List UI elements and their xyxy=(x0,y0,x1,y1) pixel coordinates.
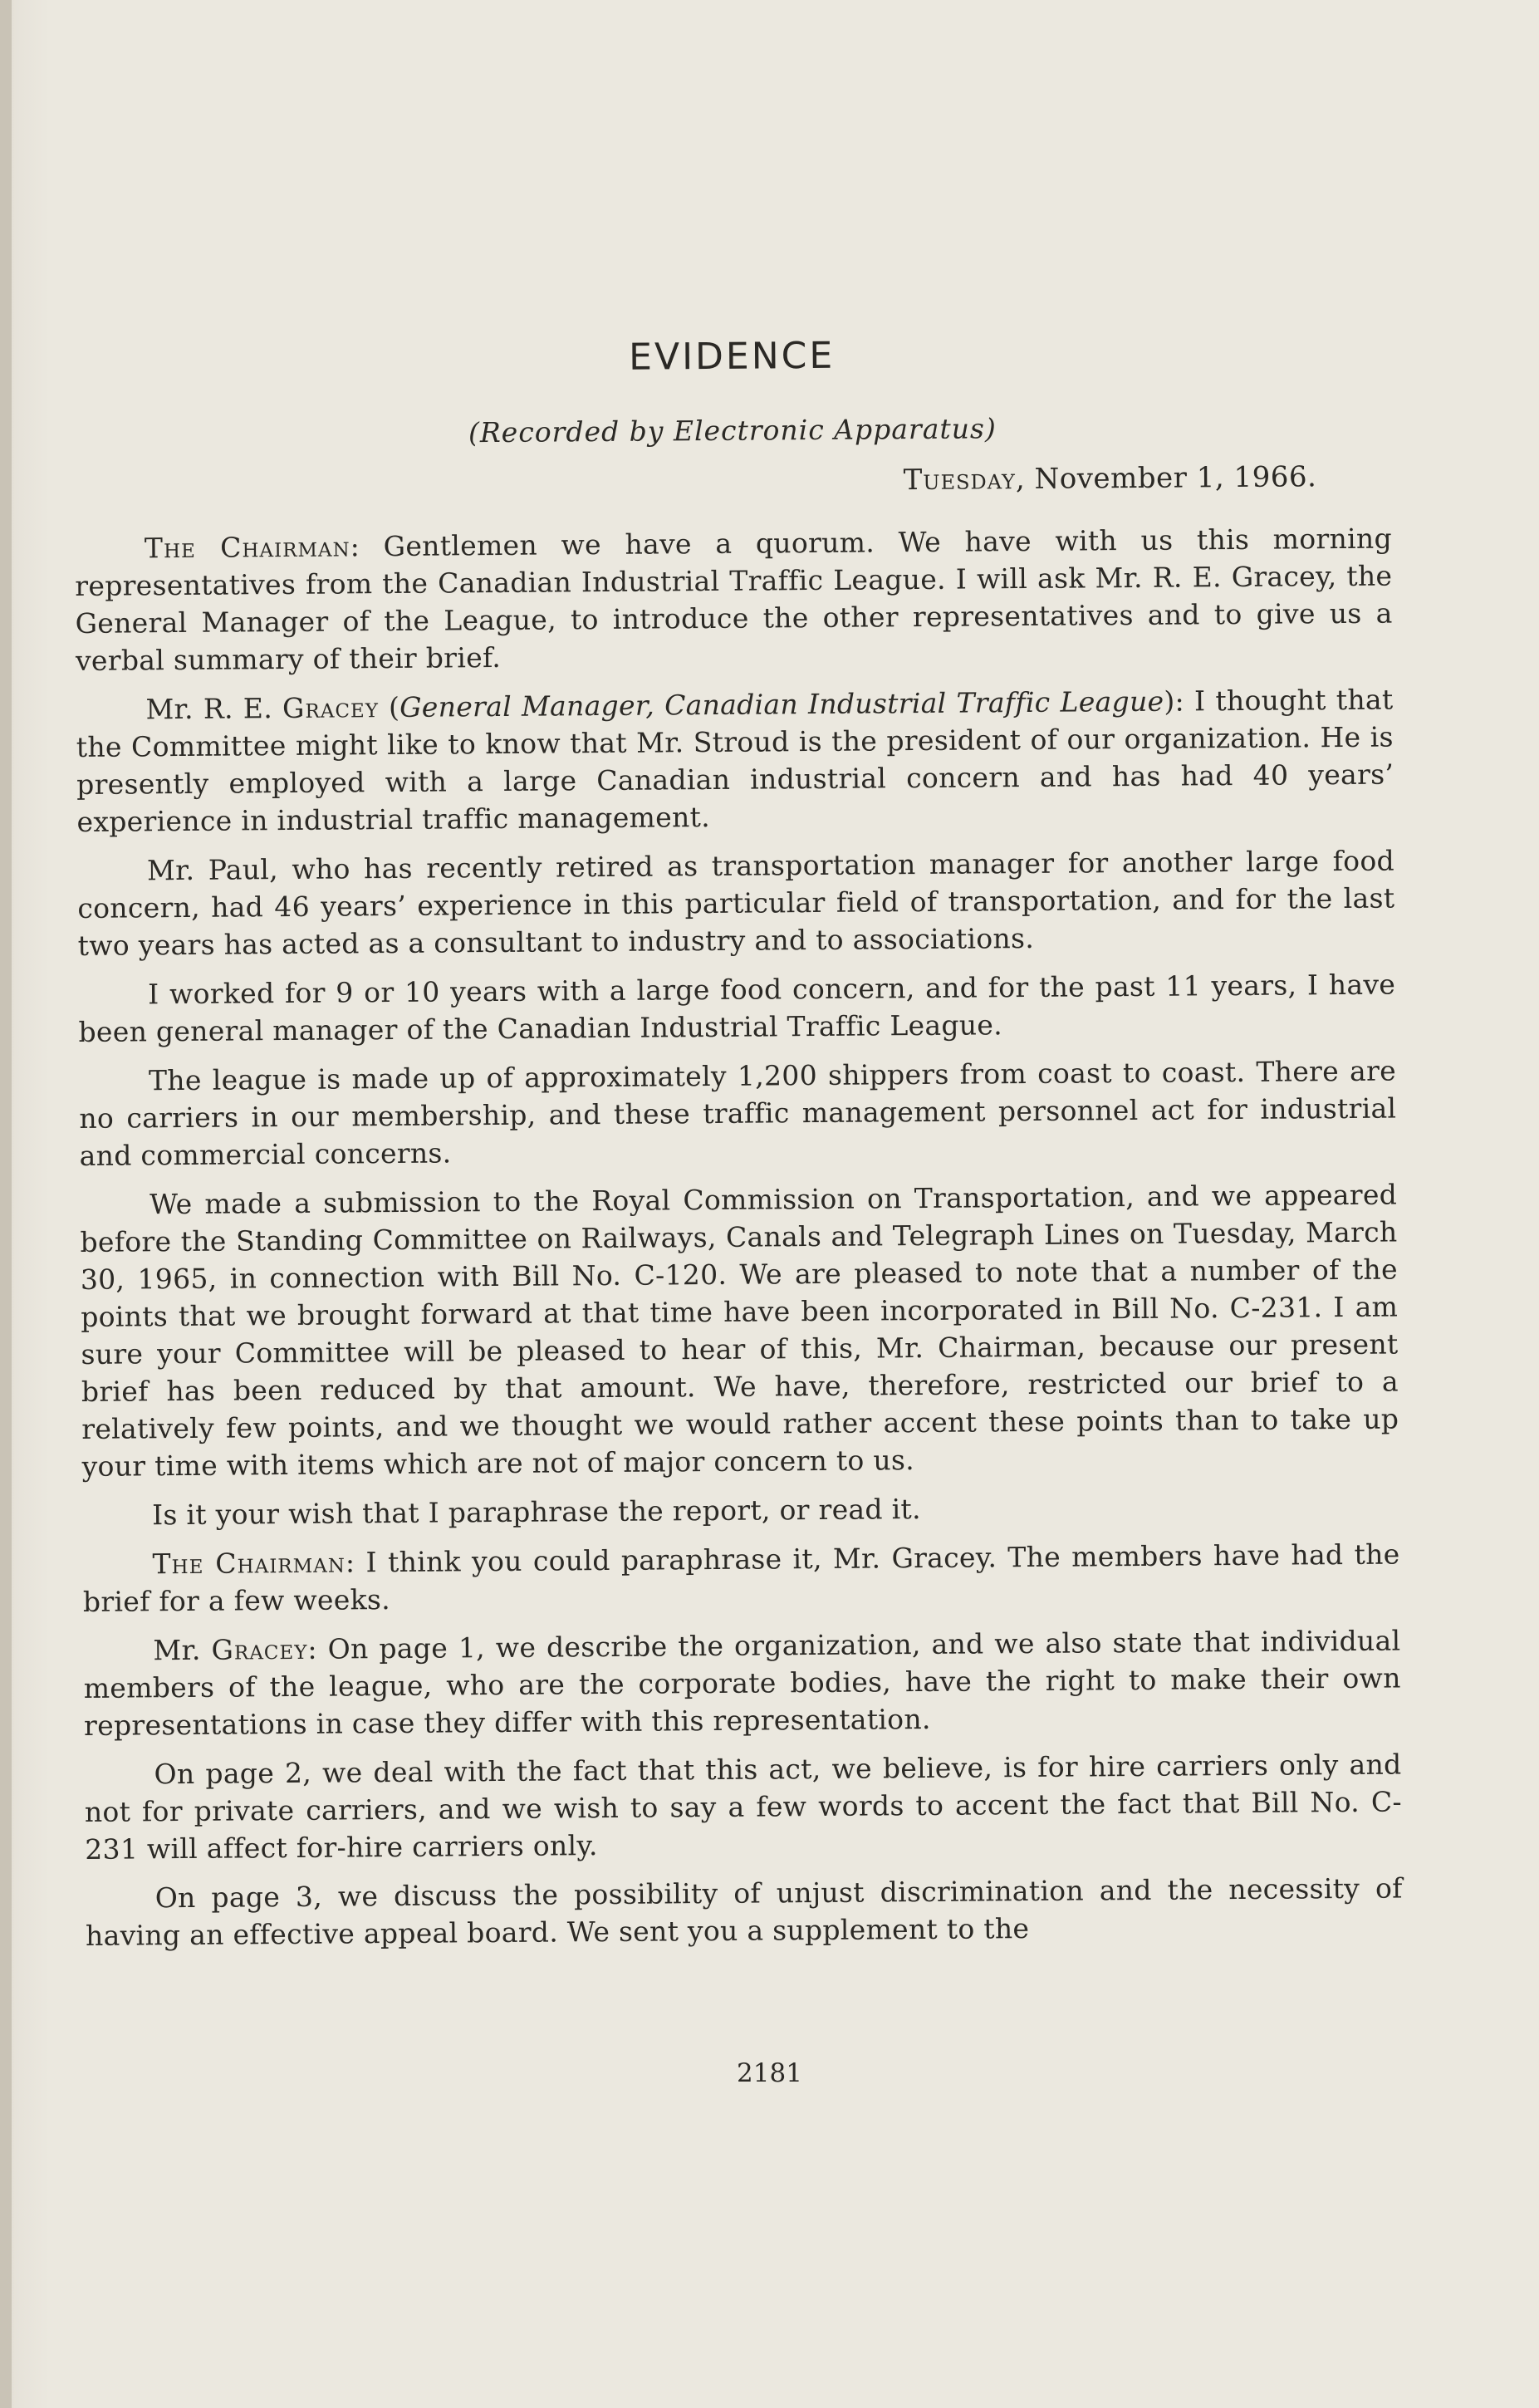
speaker-colon: : xyxy=(345,1546,355,1579)
page-number: 2181 xyxy=(737,2058,802,2088)
session-date xyxy=(74,460,1316,503)
speaker-name: The Chairman xyxy=(144,530,350,565)
speaker-name: The Chairman xyxy=(152,1546,346,1581)
paragraph-gracey-page1 xyxy=(83,1621,1401,1743)
binding-edge xyxy=(0,0,12,2408)
paragraph-chairman-reply xyxy=(82,1535,1400,1620)
speaker-open-paren: ( xyxy=(378,690,400,724)
paragraph-gracey-intro xyxy=(76,681,1394,841)
speaker-colon: : xyxy=(350,530,360,563)
page-body xyxy=(73,331,1403,1966)
speaker-name: Gracey xyxy=(282,691,380,725)
speaker-prefix: Mr. R. E. xyxy=(145,692,283,726)
paragraph-mr-paul: Mr. Paul, who has recently retired as transportation manager for another large food concern, had 46 years’ experience in this particular field of transportation, and for the last two years has acted as a consultant to industry and to associations. xyxy=(77,844,1395,962)
page-heading: EVIDENCE xyxy=(628,334,836,379)
speaker-name: Gracey xyxy=(211,1632,308,1666)
date-day: Tuesday xyxy=(903,463,1017,498)
paragraph-paraphrase-question: Is it your wish that I paraphrase the report, or read it. xyxy=(151,1493,921,1532)
paragraph-chairman-opening xyxy=(75,520,1393,679)
speaker-title: General Manager, Canadian Industrial Traffic League xyxy=(399,684,1164,723)
speaker-prefix: Mr. xyxy=(153,1633,212,1667)
date-rest: , November 1, 1966. xyxy=(1015,460,1317,497)
paragraph-page3: On page 3, we discuss the possibility of unjust discrimination and the necessity of having an effective appeal board. We sent you a supplement to the xyxy=(85,1871,1403,1952)
recording-note: (Recorded by Electronic Apparatus) xyxy=(468,412,997,449)
paragraph-league-membership: The league is made up of approximately 1,200 shippers from coast to coast. There are no carriers in our membership, and these traffic management personnel act for industrial and commercial concerns. xyxy=(79,1054,1397,1172)
paragraph-text: ): I thought that the Committee might like to know that Mr. Stroud is the president of our organization. He is presently employed with a large Canadian industrial concern and has had 40 years’ experience in industrial traffic management. xyxy=(76,683,1394,838)
paragraph-text: Gentlemen we have a quorum. We have with us this morning representatives from the Canadian Industrial Traffic League. I will ask Mr. R. E. Gracey, the General Manager of the League, to introduce the other representatives and to give us a verbal summary of their brief. xyxy=(75,522,1393,677)
paragraph-gracey-career: I worked for 9 or 10 years with a large food concern, and for the past 11 years, I have been general manager of the Canadian Industrial Traffic League. xyxy=(78,968,1396,1048)
paragraph-page2: On page 2, we deal with the fact that this act, we believe, is for hire carriers only and not for private carriers, and we wish to say a few words to accent the fact that Bill No. C-231 will affect for-hire carriers only. xyxy=(84,1748,1403,1866)
paragraph-text: On page 1, we describe the organization, and we also state that individual members of the league, who are the corporate bodies, have the right to make their own representations in case they differ with this representation. xyxy=(83,1624,1401,1742)
paragraph-submission: We made a submission to the Royal Commission on Transportation, and we appeared before the Standing Committee on Railways, Canals and Telegraph Lines on Tuesday, March 30, 1965, in connection with Bill No. C-120. We are pleased to note that a number of the points that we brought forward at that time have been incorporated in Bill No. C-231. I am sure your Committee will be pleased to hear of this, Mr. Chairman, because our present brief has been reduced by that amount. We have, therefore, restricted our brief to a relatively few points, and we thought we would rather accent these points than to take up your time with items which are not of major concern to us. xyxy=(80,1178,1399,1483)
speaker-colon: : xyxy=(307,1632,318,1665)
paragraph-text: I think you could paraphrase it, Mr. Gracey. The members have had the brief for a few weeks. xyxy=(82,1537,1400,1618)
